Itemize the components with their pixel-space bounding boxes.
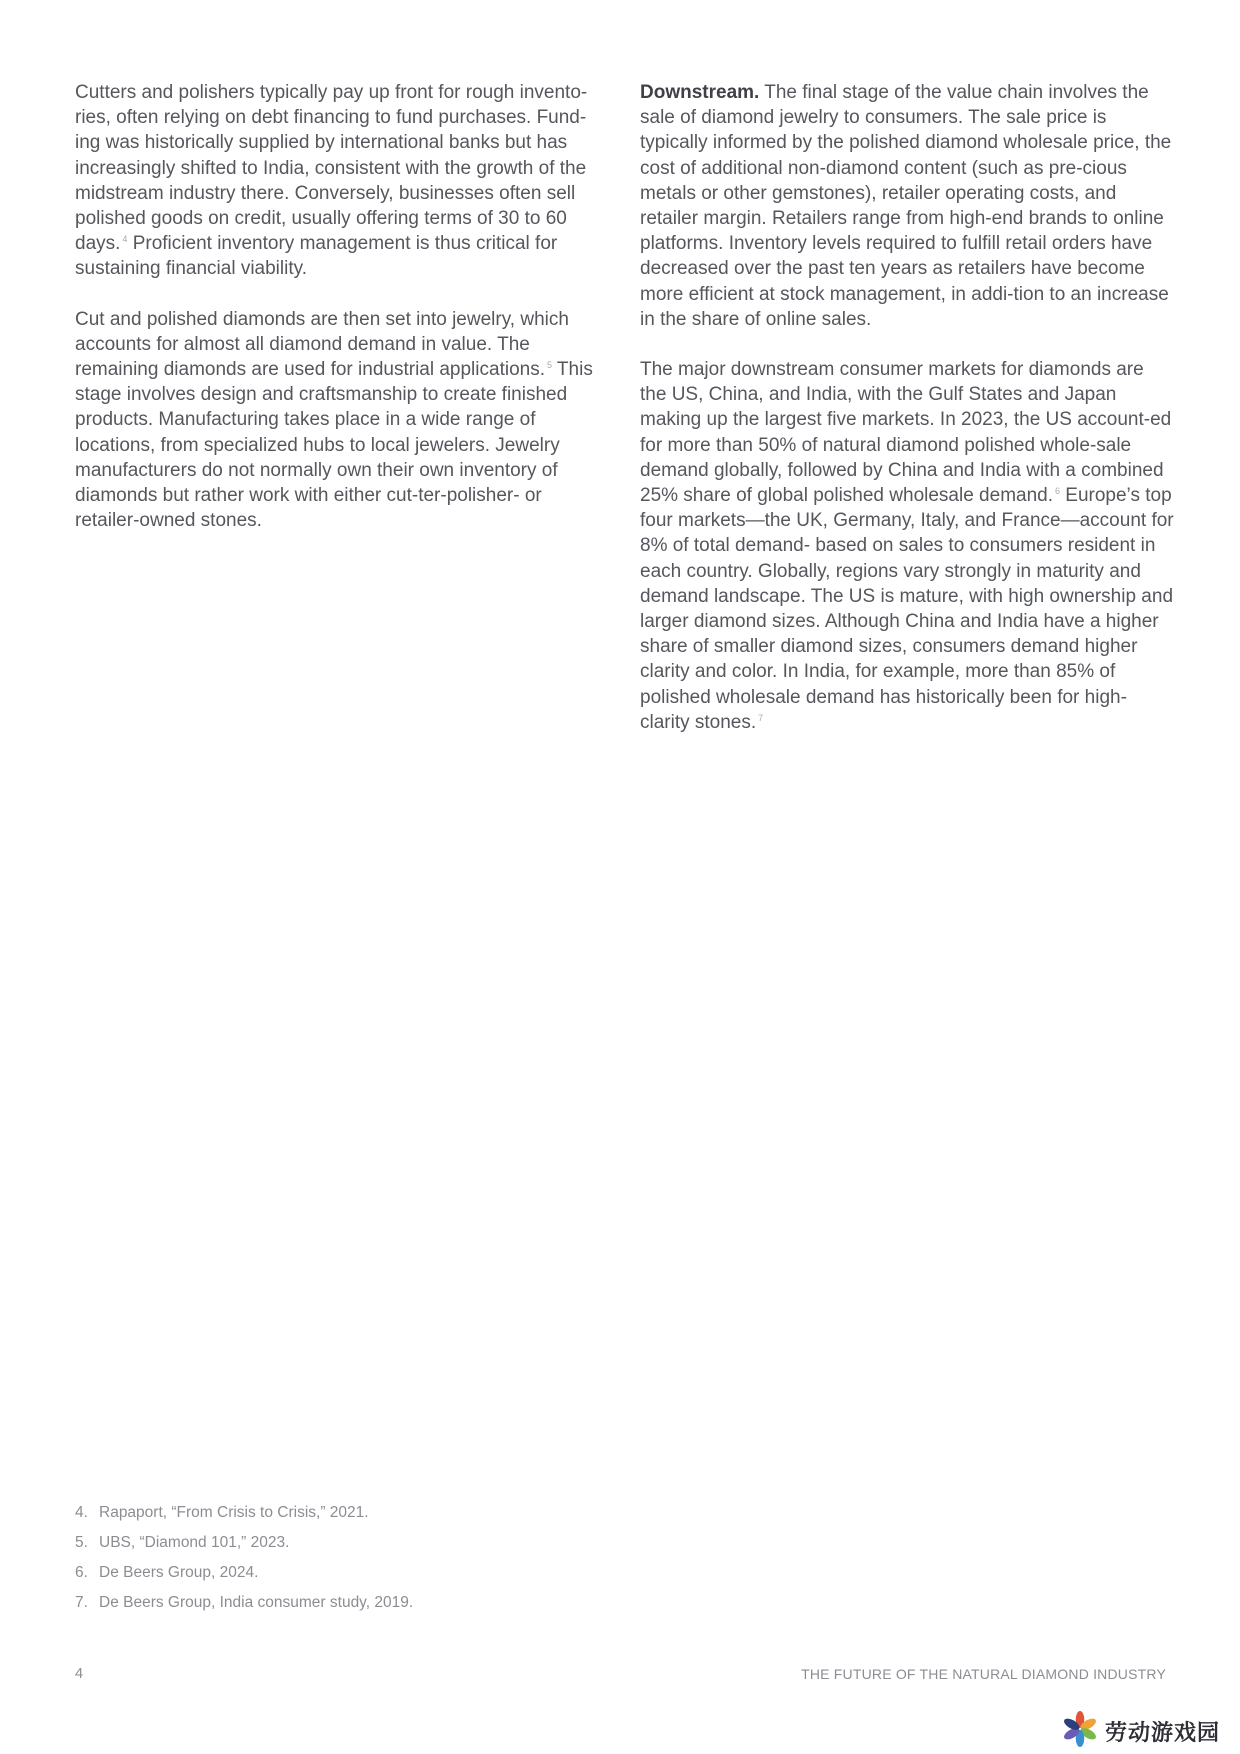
footnote-ref-4[interactable]: 4: [122, 233, 128, 244]
right-column: [640, 80, 1175, 760]
pinwheel-logo-icon: [1061, 1710, 1099, 1753]
footnotes-list: [75, 1498, 875, 1618]
footnote-item: [75, 1558, 875, 1588]
footnote-number: 7.: [75, 1594, 88, 1611]
footnote-number: 6.: [75, 1564, 88, 1581]
paragraph-text: Proficient inventory management is thus critical for sustaining financial viability.: [75, 233, 558, 280]
paragraph-text: Cutters and polishers typically pay up front for rough invento-ries, often relying on debt financing to fund purchases. Fund-ing was historically supplied by international banks but has increasingly shifted to India, consistent with the growth of the midstream industry there. Conversely, businesses often sell polished goods on credit, usually offering terms of 30 to 60 days.: [75, 82, 588, 255]
paragraph-text: Europe’s top four markets—the UK, Germany, Italy, and France—account for 8% of total demand- based on sales to consumers resident in each country. Globally, regions vary strongly in maturity and demand landscape. The US is mature, with high ownership and larger diamond sizes. Although China and India have a higher share of smaller diamond sizes, consumers demand higher clarity and color. In India, for example, more than 85% of polished wholesale demand has historically been for high-clarity stones.: [640, 485, 1174, 733]
paragraph-markets: [640, 357, 1175, 735]
footnote-text: UBS, “Diamond 101,” 2023.: [99, 1534, 290, 1551]
page-number: 4: [75, 1666, 84, 1682]
watermark-text: 劳动游戏园: [1104, 1720, 1220, 1746]
running-title: THE FUTURE OF THE NATURAL DIAMOND INDUSTRY: [801, 1666, 1166, 1682]
footnote-text: De Beers Group, India consumer study, 2019.: [99, 1594, 414, 1611]
paragraph-downstream: [640, 80, 1175, 332]
footnote-item: [75, 1588, 875, 1618]
watermark: [1061, 1710, 1220, 1753]
paragraph-text: Cut and polished diamonds are then set into jewelry, which accounts for almost all diamond demand in value. The remaining diamonds are used for industrial applications.: [75, 308, 569, 381]
footnote-item: [75, 1528, 875, 1558]
paragraph-text: This stage involves design and craftsmanship to create finished products. Manufacturing takes place in a wide range of locations, from specialized hubs to local jewelers. Jewelry manufacturers do not normally own their own inventory of diamonds but rather work with either cut-ter-polisher- or retailer-owned stones.: [75, 359, 593, 532]
footnote-item: [75, 1498, 875, 1528]
footnote-ref-7[interactable]: 7: [758, 712, 764, 723]
footnote-text: De Beers Group, 2024.: [99, 1564, 259, 1581]
footnote-ref-6[interactable]: 6: [1055, 485, 1061, 496]
left-column: [75, 80, 610, 558]
footnote-number: 4.: [75, 1504, 88, 1521]
paragraph-text: The final stage of the value chain involves the sale of diamond jewelry to consumers. The sale price is typically informed by the polished diamond wholesale price, the cost of additional non-diamond content (such as pre-cious metals or other gemstones), retailer operating costs, and retailer margin. Retailers range from high-end brands to online platforms. Inventory levels required to fulfill retail orders have decreased over the past ten years as retailers have become more efficient at stock management, in addi-tion to an increase in the share of online sales.: [640, 82, 1172, 330]
paragraph-jewelry: [75, 307, 610, 534]
paragraph-financing: [75, 80, 610, 282]
footnote-ref-5[interactable]: 5: [546, 359, 552, 370]
paragraph-text: The major downstream consumer markets for diamonds are the US, China, and India, with the Gulf States and Japan making up the largest five markets. In 2023, the US account-ed for more than 50% of natural diamond polished whole-sale demand globally, followed by China and India with a combined 25% share of global polished wholesale demand.: [640, 359, 1172, 507]
footnote-text: Rapaport, “From Crisis to Crisis,” 2021.: [99, 1504, 369, 1521]
section-lead-downstream: Downstream.: [640, 82, 760, 103]
footnote-number: 5.: [75, 1534, 88, 1551]
